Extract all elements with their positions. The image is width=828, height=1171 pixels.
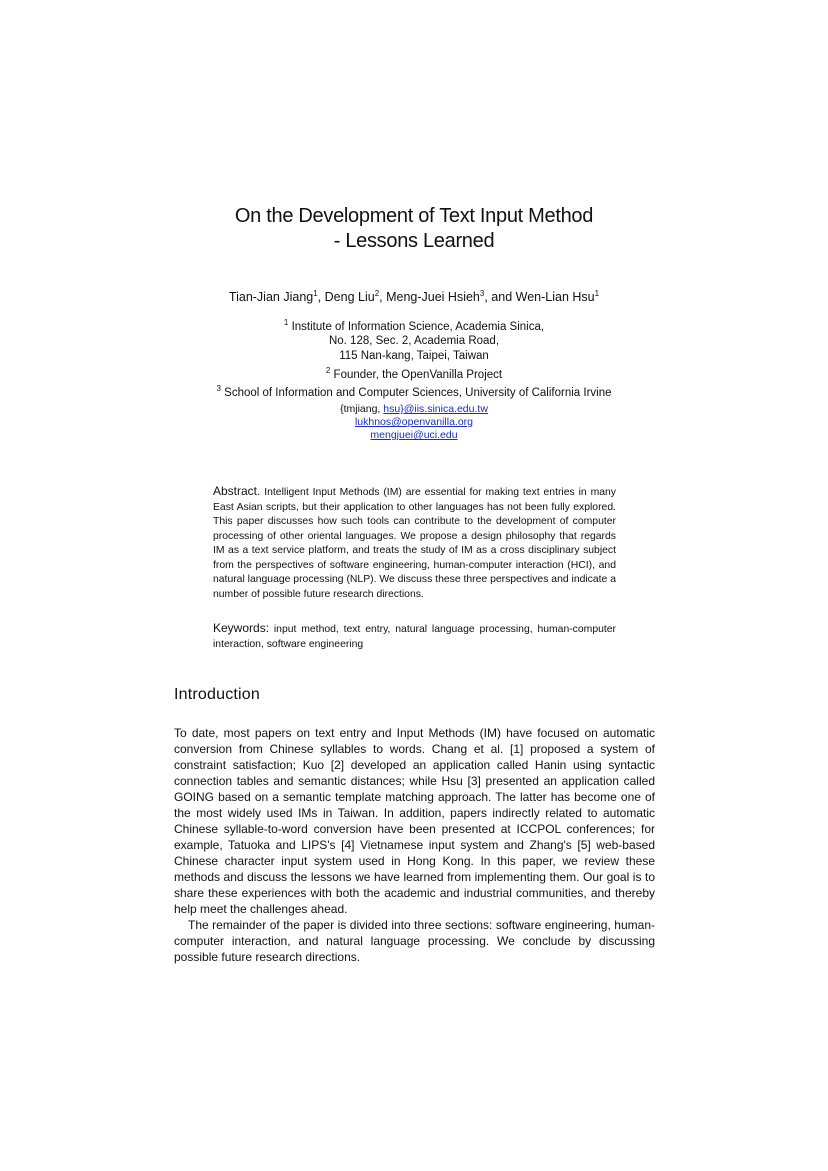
paragraph: The remainder of the paper is divided into three sections: software engineering, human-computer interaction, and natural language processing. We conclude by discussing possible future research directions. — [174, 918, 655, 964]
affiliation-text: Institute of Information Science, Academia Sinica, — [288, 320, 545, 333]
affil-mark: 1 — [283, 318, 289, 327]
keywords-label: Keywords: — [213, 621, 270, 635]
author-name: Meng-Juei Hsieh — [386, 290, 480, 305]
author-name: Wen-Lian Hsu — [515, 290, 595, 305]
author-affil-mark: 1 — [594, 289, 600, 298]
email-block — [0, 403, 828, 442]
affiliation-line: No. 128, Sec. 2, Academia Road, — [328, 335, 500, 348]
author-separator: , — [379, 290, 387, 305]
title-line-1: On the Development of Text Input Method — [234, 205, 594, 227]
email-line — [0, 416, 828, 429]
affiliation-line — [0, 316, 828, 334]
abstract-label: Abstract. — [213, 484, 261, 498]
section-body — [174, 725, 655, 965]
author-name: Tian-Jian Jiang — [228, 290, 314, 305]
affil-mark: 3 — [216, 384, 221, 394]
author-name: Deng Liu — [324, 290, 375, 305]
affiliation-text: Founder, the OpenVanilla Project — [330, 368, 503, 381]
author-list — [0, 286, 828, 305]
keywords-text: input method, text entry, natural language processing, human-computer interaction, software engineering — [213, 624, 616, 650]
affil-mark: 2 — [325, 365, 331, 375]
affiliation-text: School of Information and Computer Sciences, University of California Irvine — [220, 386, 612, 399]
author-affil-mark: 1 — [313, 289, 318, 298]
author-separator: , — [317, 290, 325, 305]
affiliation-line — [0, 364, 828, 382]
section-heading: Introduction — [174, 686, 261, 703]
abstract — [213, 484, 616, 602]
title-line-2: - Lessons Learned — [333, 230, 495, 252]
email-link[interactable]: hsu}@iis.sinica.edu.tw — [383, 403, 488, 415]
author-affil-mark: 3 — [479, 289, 485, 298]
affiliation-line: 115 Nan-kang, Taipei, Taiwan — [339, 350, 489, 363]
email-line — [0, 403, 828, 416]
email-prefix: {tmjiang, — [340, 403, 384, 415]
email-line — [0, 429, 828, 442]
author-affil-mark: 2 — [374, 289, 380, 298]
email-link[interactable]: lukhnos@openvanilla.org — [354, 416, 474, 428]
affiliations — [0, 316, 828, 400]
paper-title — [0, 204, 828, 254]
abstract-text: Intelligent Input Methods (IM) are essential for making text entries in many East Asian scripts, but their application to other languages has not been fully explored. This paper discusses how such tools can contribute to the development of computer processing of other oriental languages. We propose a design philosophy that regards IM as a text service platform, and treats the study of IM as a cross disciplinary subject from the perspectives of software engineering, human-computer interaction (HCI), and natural language processing (NLP). We discuss these three perspectives and indicate a number of possible future research directions. — [213, 487, 616, 600]
author-separator: , and — [484, 290, 516, 305]
paragraph: To date, most papers on text entry and Input Methods (IM) have focused on automatic conversion from Chinese syllables to words. Chang et al. [1] proposed a system of constraint satisfaction; Kuo [2] developed an application called Hanin using syntactic connection tables and semantic distances; while Hsu [3] presented an application called GOING based on a semantic template matching approach. The latter has become one of the most widely used IMs in Taiwan. In addition, papers indirectly related to automatic Chinese syllable-to-word conversion have been presented at ICCPOL conferences; for example, Tatuoka and LIPS's [4] Vietnamese input system and Zhang's [5] web-based Chinese character input system used in Hong Kong. In this paper, we review these methods and discuss the lessons we have learned from implementing them. Our goal is to share these experiences with both the academic and industrial communities, and thereby help meet the challenges ahead. — [174, 726, 655, 916]
affiliation-line — [0, 382, 828, 400]
email-link[interactable]: mengjuei@uci.edu — [370, 429, 458, 441]
keywords — [213, 621, 616, 652]
